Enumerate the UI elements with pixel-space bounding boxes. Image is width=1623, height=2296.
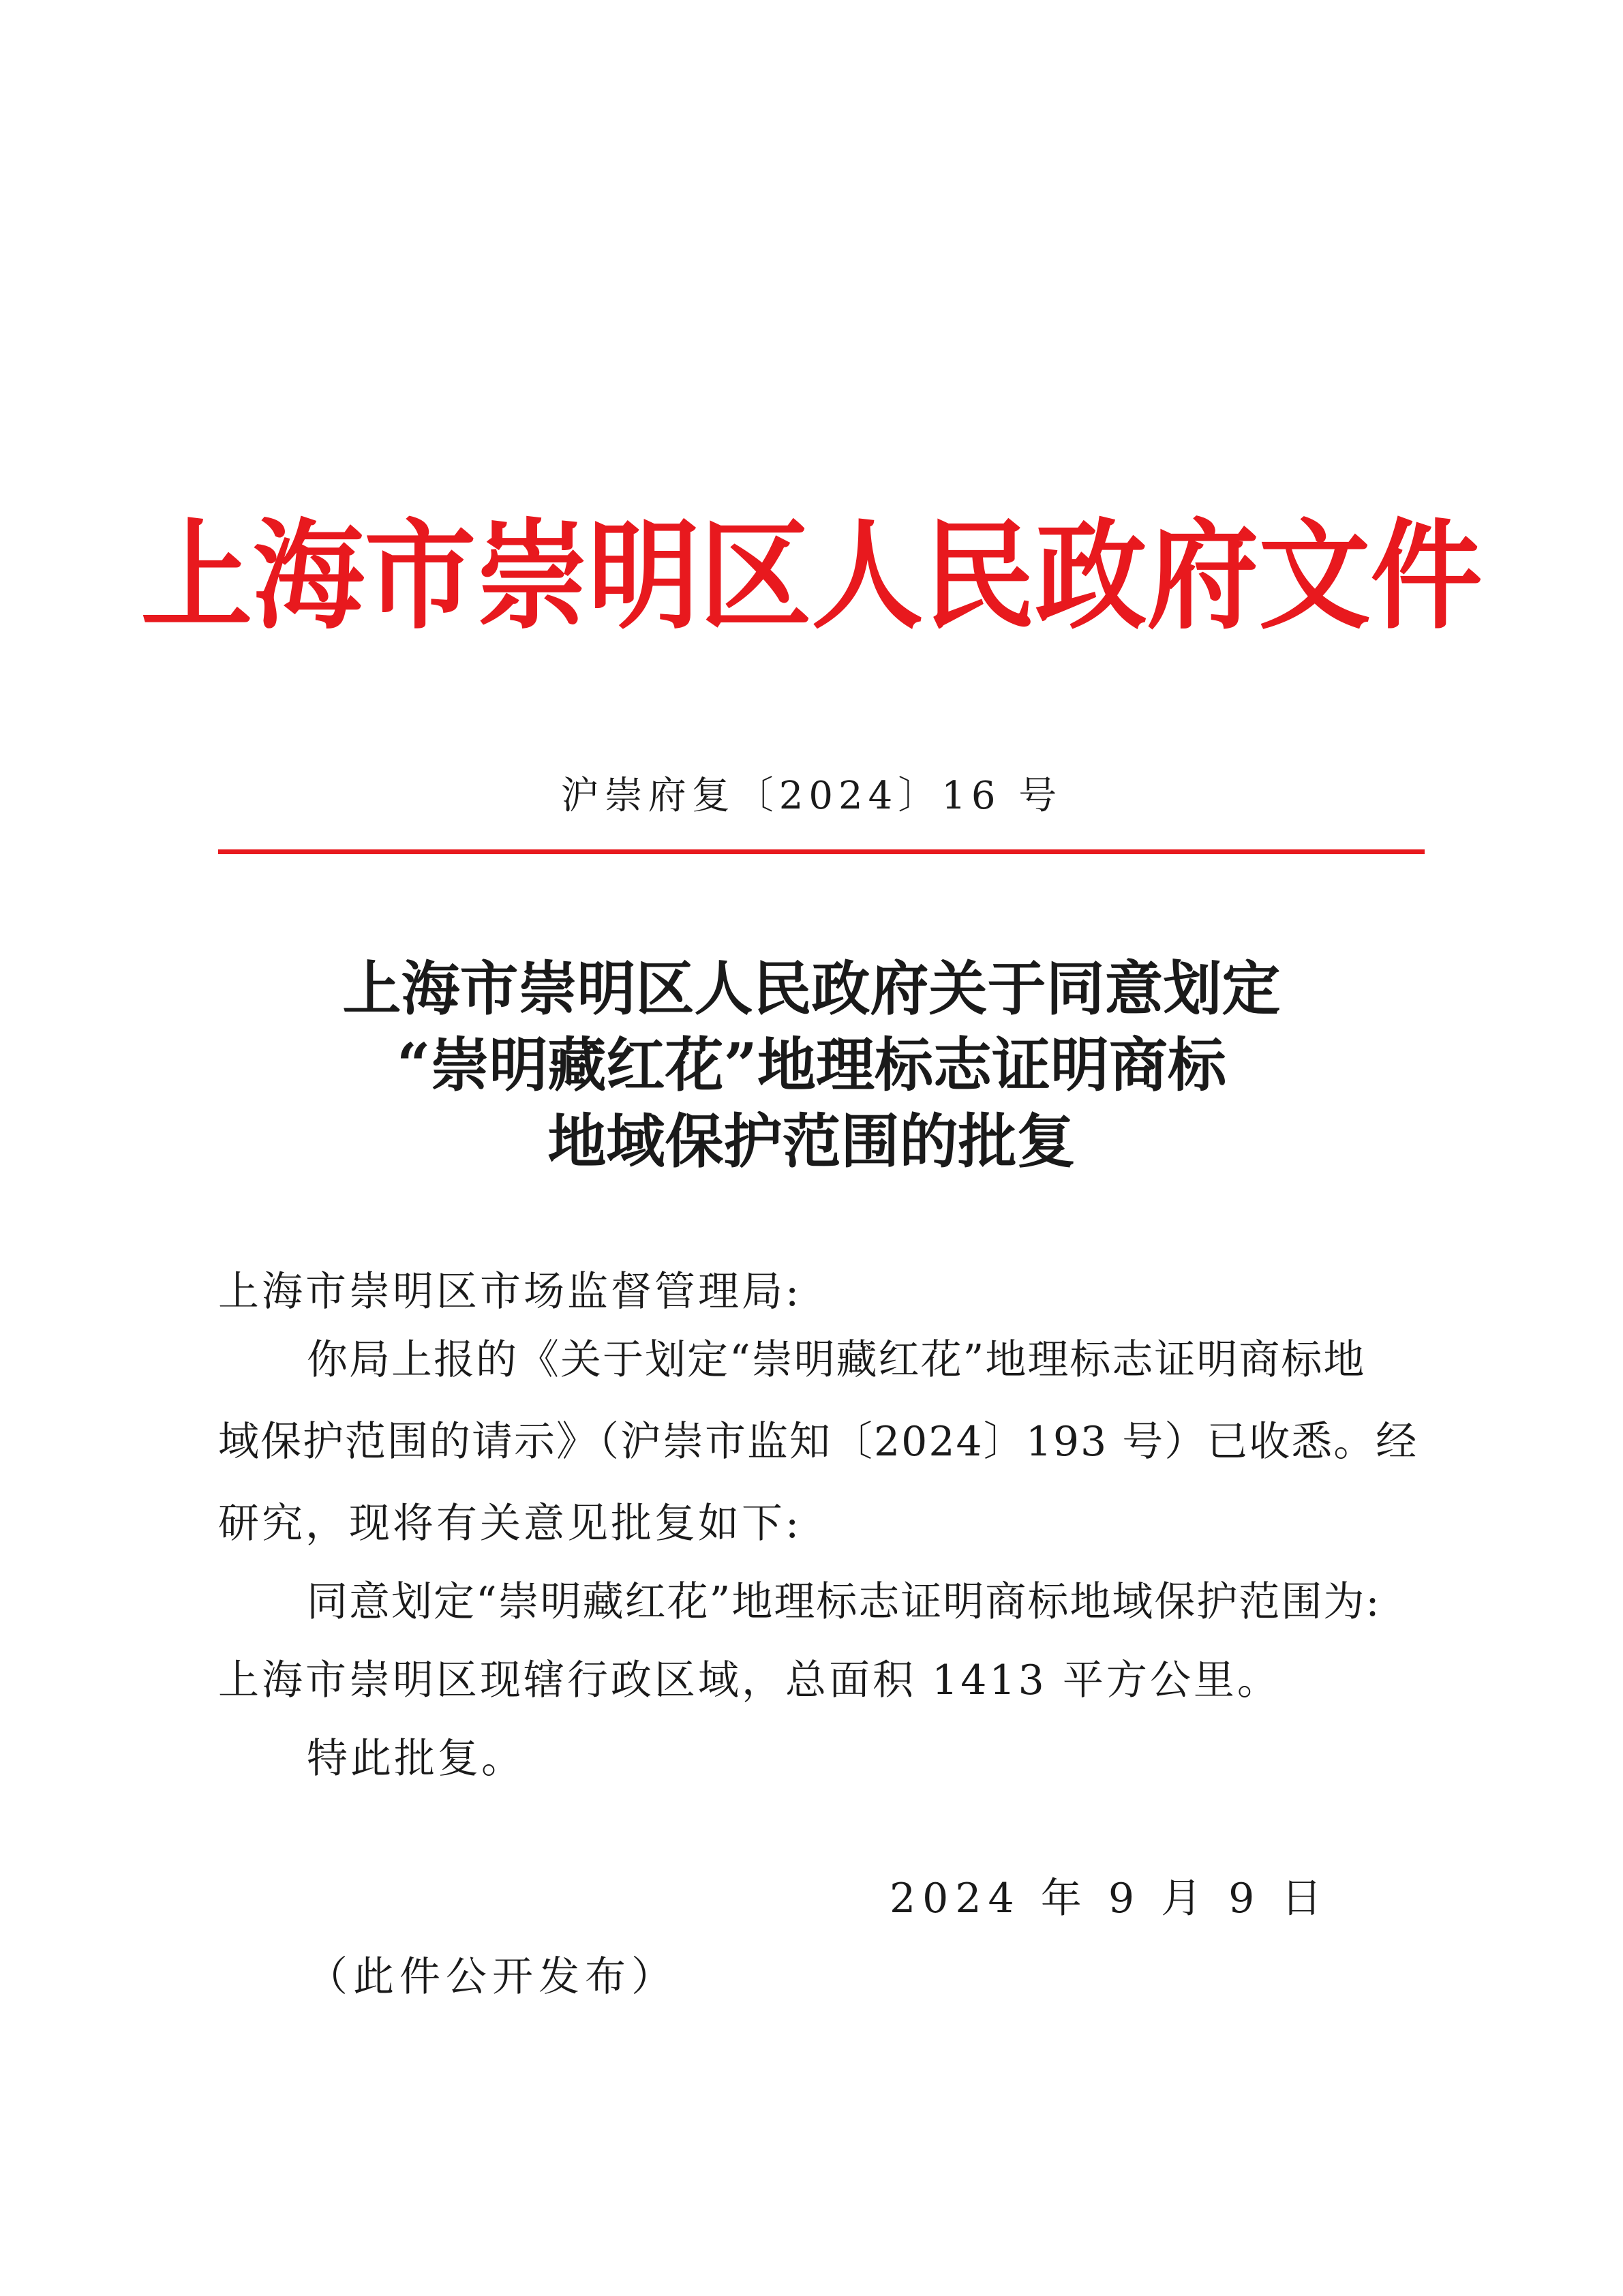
paragraph-1-line-3: 研究，现将有关意见批复如下: <box>218 1500 802 1547</box>
red-divider-line <box>218 849 1425 854</box>
paragraph-1-line-2: 域保护范围的请示》（沪崇市监知〔2024〕193 号）已收悉。经 <box>218 1418 1419 1466</box>
issue-date: 2024 年 9 月 9 日 <box>890 1875 1329 1922</box>
salutation: 上海市崇明区市场监督管理局: <box>218 1268 802 1316</box>
issuer-masthead: 上海市崇明区人民政府文件 <box>140 506 1483 646</box>
title-line-3: 地域保护范围的批复 <box>547 1107 1076 1176</box>
paragraph-2-line-2: 上海市崇明区现辖行政区域，总面积 1413 平方公里。 <box>218 1657 1281 1704</box>
document-number: 沪崇府复〔2024〕16 号 <box>560 774 1063 818</box>
paragraph-2-line-1: 同意划定“崇明藏红花”地理标志证明商标地域保护范围为: <box>307 1578 1381 1626</box>
title-line-2: “崇明藏红花”地理标志证明商标 <box>397 1031 1226 1100</box>
publication-note: （此件公开发布） <box>307 1953 678 2001</box>
closing-phrase: 特此批复。 <box>307 1735 525 1783</box>
paragraph-1-line-1: 你局上报的《关于划定“崇明藏红花”地理标志证明商标地 <box>307 1336 1366 1384</box>
document-title <box>0 951 1623 1180</box>
title-line-1: 上海市崇明区人民政府关于同意划定 <box>342 954 1281 1023</box>
